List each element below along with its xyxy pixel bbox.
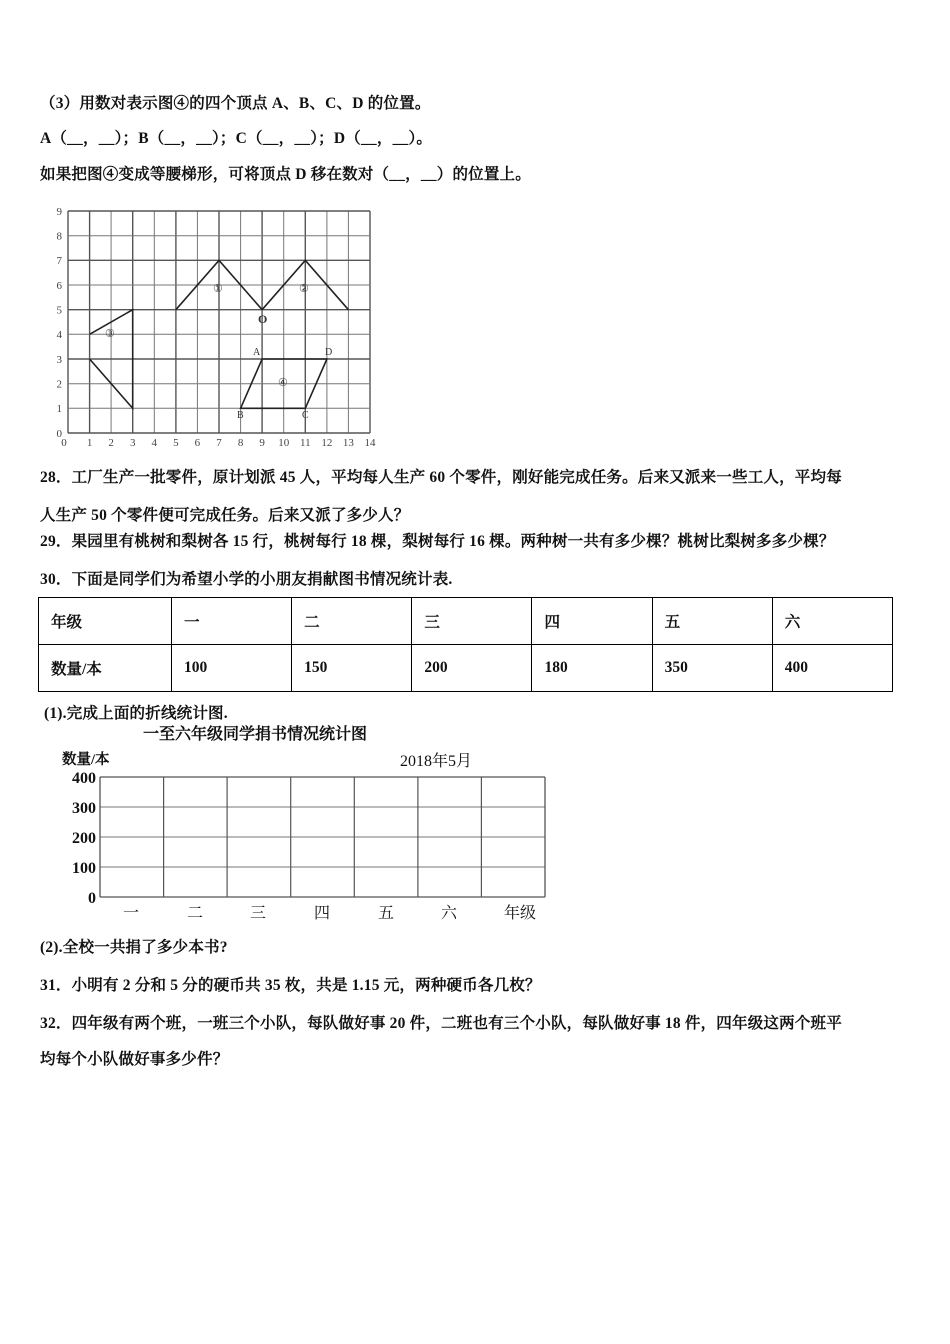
coordinate-grid-figure [40,198,380,448]
label-shape-4: ④ [278,377,288,389]
x-tick-3: 三 [249,905,267,922]
svg-text:9: 9 [259,437,265,448]
cell-grade-4: 四 [532,598,652,645]
label-shape-2: ② [299,283,309,295]
cell-count-4: 180 [532,645,652,692]
cell-count-2: 150 [292,645,412,692]
row-header-grade: 年级 [39,598,172,645]
q30-line-1: 30．下面是同学们为希望小学的小朋友捐献图书情况统计表. [40,571,453,588]
cell-grade-6: 六 [772,598,892,645]
x-tick-4: 四 [313,905,331,922]
svg-text:12: 12 [321,437,333,448]
q28-line-1: 28．工厂生产一批零件，原计划派 45 人，平均每人生产 60 个零件，刚好能完成任务。后来又派来一些工人，平均每 [40,469,842,486]
q27-part3-answer-line: A（__，__）；B（__，__）；C（__，__）；D（__，__）。 [40,130,433,147]
chart-y-tick-labels [72,770,96,907]
svg-text:8: 8 [56,230,62,243]
donation-statistics-table [38,597,893,692]
cell-grade-2: 二 [292,598,412,645]
cell-count-5: 350 [652,645,772,692]
label-origin-o: O [258,312,268,326]
cell-grade-5: 五 [652,598,772,645]
row-header-count: 数量/本 [39,645,172,692]
chart-ylabel: 数量/本 [62,752,110,768]
grid-lines [68,211,370,433]
svg-text:11: 11 [300,437,311,448]
svg-text:4: 4 [151,437,158,448]
svg-text:2: 2 [108,437,114,448]
q27-part3-prompt: （3）用数对表示图④的四个顶点 A、B、C、D 的位置。 [40,95,431,112]
q28-line-2: 人生产 50 个零件便可完成任务。后来又派了多少人？ [40,507,410,524]
x-tick-6: 六 [440,905,458,922]
y-tick-200: 200 [72,830,96,847]
svg-text:8: 8 [237,437,244,448]
svg-text:2: 2 [56,378,62,391]
cell-count-1: 100 [172,645,292,692]
svg-text:6: 6 [56,280,62,292]
q29-line-1: 29．果园里有桃树和梨树各 15 行，桃树每行 18 棵，梨树每行 16 棵。两种树一共有多少棵？桃树比梨树多多少棵？ [40,533,835,550]
chart-x-tick-labels [123,903,536,922]
q30-sub-2: (2).全校一共捐了多少本书? [40,939,228,956]
y-tick-300: 300 [72,800,96,817]
q30-sub-1: (1).完成上面的折线统计图. [44,705,228,722]
label-point-b: B [237,410,244,421]
svg-text:5: 5 [56,304,62,317]
svg-text:1: 1 [86,437,93,448]
x-tick-5: 五 [377,905,395,922]
svg-text:0: 0 [61,437,67,448]
svg-text:6: 6 [194,437,201,448]
x-axis-tick-labels [61,437,376,448]
svg-text:10: 10 [278,437,290,448]
chart-gridlines [100,777,545,897]
y-tick-100: 100 [72,860,96,877]
cell-grade-1: 一 [172,598,292,645]
svg-text:7: 7 [56,255,62,267]
q32-line-2: 均每个小队做好事多少件？ [40,1051,229,1068]
chart-title: 一至六年级同学捐书情况统计图 [142,726,368,743]
y-tick-0: 0 [88,890,96,907]
cell-grade-3: 三 [412,598,532,645]
svg-text:3: 3 [56,354,62,366]
chart-date-annotation: 2018年5月 [400,753,473,770]
x-tick-1: 一 [122,905,140,922]
q32-line-1: 32．四年级有两个班，一班三个小队，每队做好事 20 件，二班也有三个小队，每队做好事 18 件，四年级这两个班平 [40,1015,842,1032]
svg-text:7: 7 [216,437,222,448]
cell-count-6: 400 [772,645,892,692]
svg-text:5: 5 [173,437,179,448]
coordinate-grid-svg [40,198,380,448]
label-shape-3: ③ [105,328,115,340]
svg-text:9: 9 [56,206,62,218]
svg-text:1: 1 [56,403,62,415]
label-point-c: C [302,410,309,421]
x-tick-2: 二 [186,905,204,922]
svg-text:13: 13 [342,437,354,448]
y-axis-tick-labels [57,206,63,440]
cell-count-3: 200 [412,645,532,692]
line-chart-svg [50,722,570,922]
svg-text:0: 0 [56,428,62,440]
label-shape-1: ① [213,283,223,295]
y-tick-400: 400 [72,770,96,787]
table-row-grades [39,598,893,645]
svg-text:3: 3 [129,437,136,448]
table-row-counts [39,645,893,692]
svg-text:4: 4 [56,329,62,341]
q27-part3-followup: 如果把图④变成等腰梯形，可将顶点 D 移在数对（__，__）的位置上。 [40,166,531,183]
donation-line-chart [50,722,570,922]
svg-text:14: 14 [364,437,376,448]
q31-line-1: 31．小明有 2 分和 5 分的硬币共 35 枚，共是 1.15 元，两种硬币各几枚？ [40,977,541,994]
chart-xlabel: 年级 [503,905,537,922]
label-point-a: A [253,347,261,358]
label-point-d: D [325,347,333,358]
